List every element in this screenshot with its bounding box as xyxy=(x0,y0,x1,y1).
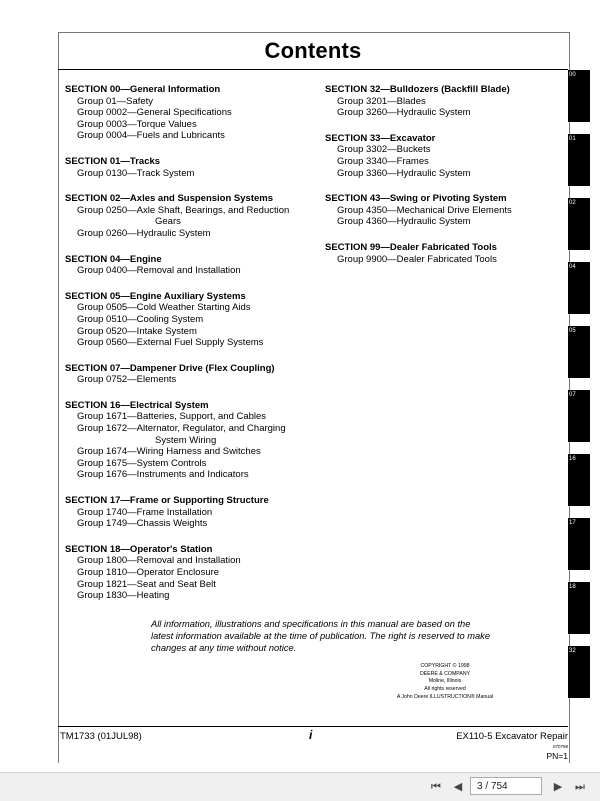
group-label: Group 0250—Axle Shaft, Bearings, and Reduction xyxy=(77,204,290,216)
section-title[interactable]: SECTION 00—General Information xyxy=(65,84,221,95)
contents-right-column xyxy=(325,84,565,279)
section-tab[interactable] xyxy=(568,70,590,122)
footer-manual-id: TM1733 (01JUL98) xyxy=(60,731,142,742)
group-label: Group 1676—Instruments and Indicators xyxy=(77,469,249,481)
group-label: Group 0510—Cooling System xyxy=(77,313,204,325)
group-label: Group 0505—Cold Weather Starting Aids xyxy=(77,302,251,314)
group-label: Group 0560—External Fuel Supply Systems xyxy=(77,337,264,349)
group-label: Group 1675—System Controls xyxy=(77,457,207,469)
group-label-continued: System Wiring xyxy=(155,434,217,446)
group-label: Group 0130—Track System xyxy=(77,167,195,179)
section-tab-label: 16 xyxy=(569,456,576,462)
copyright-line: Moline, Illinois xyxy=(428,678,462,685)
group-entry[interactable] xyxy=(65,374,315,386)
group-label: Group 0752—Elements xyxy=(77,374,177,386)
group-label: Group 0004—Fuels and Lubricants xyxy=(77,130,225,142)
toc-section xyxy=(325,84,565,119)
section-title[interactable]: SECTION 16—Electrical System xyxy=(65,399,209,411)
group-label: Group 1830—Heating xyxy=(77,590,170,602)
section-tab[interactable] xyxy=(568,582,590,634)
footer-code: 070798 xyxy=(552,744,568,749)
group-entry[interactable] xyxy=(65,518,315,530)
section-tab-label: 00 xyxy=(569,72,576,78)
group-label: Group 1821—Seat and Seat Belt xyxy=(77,578,216,590)
group-entry[interactable] xyxy=(65,265,315,277)
toc-section xyxy=(65,84,315,142)
group-label: Group 1810—Operator Enclosure xyxy=(77,567,220,578)
group-entry[interactable] xyxy=(325,216,565,228)
group-label: Group 01—Safety xyxy=(77,95,154,107)
section-tab-label: 01 xyxy=(569,136,576,142)
group-entry[interactable] xyxy=(325,254,565,266)
group-entry[interactable] xyxy=(325,205,565,217)
section-tab[interactable] xyxy=(568,518,590,570)
group-entry[interactable] xyxy=(65,458,315,470)
toc-section xyxy=(325,193,565,228)
group-entry[interactable] xyxy=(65,411,315,423)
copyright-line: All rights reserved xyxy=(424,686,466,693)
copyright-block xyxy=(370,663,520,702)
group-entry[interactable] xyxy=(65,205,315,228)
toc-section xyxy=(65,400,315,481)
group-label: Group 0520—Intake System xyxy=(77,325,197,337)
section-tab-label: 32 xyxy=(569,648,576,654)
section-tab[interactable] xyxy=(568,454,590,506)
footer-manual-title: EX110-5 Excavator Repair xyxy=(456,731,568,742)
group-label: Group 3340—Frames xyxy=(337,155,429,167)
group-entry[interactable] xyxy=(65,507,315,519)
disclaimer-notice: All information, illustrations and specifications in this manual are based on the latest information available at the time of publication. The right is reserved to make changes at any time without notice. xyxy=(151,619,490,653)
viewer-toolbar xyxy=(0,772,600,801)
section-title[interactable]: SECTION 18—Operator's Station xyxy=(65,543,213,555)
group-entry[interactable] xyxy=(65,337,315,349)
group-entry[interactable] xyxy=(325,168,565,180)
section-tab-label: 02 xyxy=(569,200,576,206)
contents-left-column xyxy=(65,84,315,616)
group-label: Group 1674—Wiring Harness and Switches xyxy=(77,446,261,458)
section-title[interactable]: SECTION 33—Excavator xyxy=(325,132,436,144)
group-label: Group 3201—Blades xyxy=(337,95,426,107)
prev-page-icon[interactable]: ◀ xyxy=(453,781,463,793)
group-entry[interactable] xyxy=(65,96,315,108)
group-entry[interactable] xyxy=(65,579,315,591)
toc-section xyxy=(65,544,315,602)
section-title[interactable]: SECTION 02—Axles and Suspension Systems xyxy=(65,193,274,205)
footer-page-number: i xyxy=(309,728,313,742)
group-entry[interactable] xyxy=(65,119,315,131)
section-title[interactable]: SECTION 17—Frame or Supporting Structure xyxy=(65,495,269,507)
group-entry[interactable] xyxy=(65,446,315,458)
group-label: Group 1749—Chassis Weights xyxy=(77,518,208,530)
copyright-line: A John Deere ILLUSTRUCTION® Manual xyxy=(396,693,494,700)
copyright-line: COPYRIGHT © 1998 xyxy=(420,663,470,669)
copyright-line: DEERE & COMPANY xyxy=(419,670,471,677)
group-label: Group 4350—Mechanical Drive Elements xyxy=(337,204,512,216)
group-entry[interactable] xyxy=(325,96,565,108)
toc-section xyxy=(65,363,315,386)
group-label: Group 0260—Hydraulic System xyxy=(77,227,211,239)
group-entry[interactable] xyxy=(325,144,565,156)
section-tab[interactable] xyxy=(568,646,590,698)
toc-section xyxy=(65,193,315,239)
group-entry[interactable] xyxy=(65,423,315,446)
section-tab-label: 04 xyxy=(569,264,576,270)
section-tab[interactable] xyxy=(568,198,590,250)
group-label: Group 9900—Dealer Fabricated Tools xyxy=(337,253,497,265)
group-entry[interactable] xyxy=(65,326,315,338)
toc-section xyxy=(65,156,315,179)
group-label: Group 0002—General Specifications xyxy=(77,107,232,119)
group-label: Group 0003—Torque Values xyxy=(77,118,197,130)
section-title[interactable]: SECTION 07—Dampener Drive (Flex Coupling) xyxy=(65,362,275,374)
group-entry[interactable] xyxy=(65,590,315,602)
section-tab[interactable] xyxy=(568,262,590,314)
section-tab-label: 18 xyxy=(569,584,576,590)
section-title[interactable]: SECTION 05—Engine Auxiliary Systems xyxy=(65,290,246,302)
page-number-input[interactable]: 3 / 754 xyxy=(470,777,542,795)
group-label: Group 3302—Buckets xyxy=(337,144,431,156)
group-label: Group 1672—Alternator, Regulator, and Charging xyxy=(77,423,286,435)
group-entry[interactable] xyxy=(65,302,315,314)
group-label: Group 1740—Frame Installation xyxy=(77,506,213,518)
page-title: Contents xyxy=(264,38,362,63)
section-tabs xyxy=(568,70,590,730)
footer-divider xyxy=(58,726,568,727)
toc-section xyxy=(65,291,315,349)
group-entry[interactable] xyxy=(65,107,315,119)
toc-section xyxy=(65,254,315,277)
toc-section xyxy=(325,133,565,179)
section-tab-label: 07 xyxy=(569,392,576,398)
section-tab-label: 05 xyxy=(569,328,576,334)
section-title[interactable]: SECTION 04—Engine xyxy=(65,253,162,265)
group-entry[interactable] xyxy=(65,130,315,142)
group-entry[interactable] xyxy=(65,168,315,180)
next-page-icon[interactable]: ▶ xyxy=(553,781,563,793)
toc-section xyxy=(65,495,315,530)
group-entry[interactable] xyxy=(65,228,315,240)
section-tab[interactable] xyxy=(568,326,590,378)
group-entry[interactable] xyxy=(325,107,565,119)
group-entry[interactable] xyxy=(65,555,315,567)
group-label: Group 3360—Hydraulic System xyxy=(337,167,471,179)
toc-section xyxy=(325,242,565,265)
group-label: Group 1671—Batteries, Support, and Cables xyxy=(77,411,267,423)
section-title[interactable]: SECTION 01—Tracks xyxy=(65,155,161,167)
footer-pn: PN=1 xyxy=(546,751,568,761)
section-title[interactable]: SECTION 99—Dealer Fabricated Tools xyxy=(325,241,497,253)
first-page-icon[interactable]: ⏮ xyxy=(431,781,441,793)
group-label: Group 3260—Hydraulic System xyxy=(337,107,471,119)
group-entry[interactable] xyxy=(65,567,315,579)
group-label-continued: Gears xyxy=(155,216,181,228)
group-entry[interactable] xyxy=(65,469,315,481)
section-title[interactable]: SECTION 43—Swing or Pivoting System xyxy=(325,193,507,205)
group-label: Group 1800—Removal and Installation xyxy=(77,555,241,567)
group-entry[interactable] xyxy=(65,314,315,326)
title-divider xyxy=(58,69,568,70)
section-tab[interactable] xyxy=(568,390,590,442)
section-tab-label: 17 xyxy=(569,520,576,526)
section-tab[interactable] xyxy=(568,134,590,186)
group-label: Group 4360—Hydraulic System xyxy=(337,216,471,228)
last-page-icon[interactable]: ⏭ xyxy=(575,781,585,793)
group-label: Group 0400—Removal and Installation xyxy=(77,265,241,277)
group-entry[interactable] xyxy=(325,156,565,168)
section-title[interactable]: SECTION 32—Bulldozers (Backfill Blade) xyxy=(325,84,510,95)
